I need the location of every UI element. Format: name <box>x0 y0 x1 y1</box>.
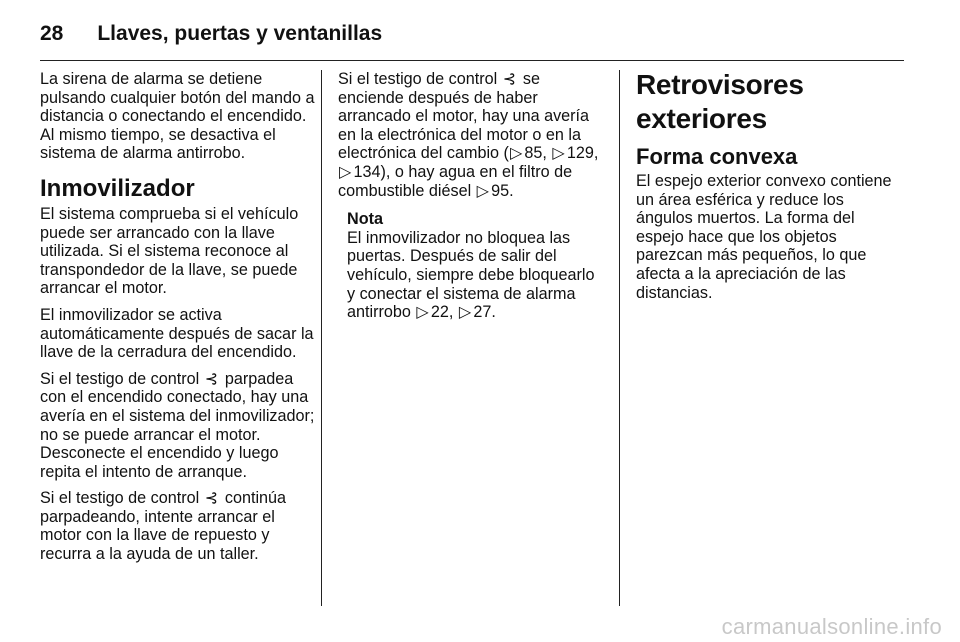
page-reference-icon: ▷ <box>552 144 565 163</box>
header-divider <box>40 60 904 61</box>
page-number: 28 <box>40 22 64 45</box>
chapter-title: Llaves, puertas y ventanillas <box>97 22 383 45</box>
page-reference-icon: ▷ <box>476 181 490 200</box>
immobilizer-warning-icon: ⊰ <box>204 489 219 508</box>
column-3 <box>636 70 904 310</box>
note-text: El inmovilizador no bloquea las puertas. Después de salir del vehículo, siempre debe bloquearlo y conectar el sistema de alarma antirrobo ▷ 22, ▷ 27. <box>347 228 595 322</box>
page-reference-link[interactable]: 22 <box>430 303 449 322</box>
column-divider-right <box>619 70 620 606</box>
page-reference-icon: ▷ <box>509 144 523 163</box>
column-2 <box>338 70 606 322</box>
page-reference-icon: ▷ <box>458 303 472 322</box>
page-reference-link[interactable]: 95 <box>491 181 510 200</box>
immobilizer-paragraph-3: Si el testigo de control ⊰ parpadea con el encendido conectado, hay una avería en el sistema del inmovilizador; no se puede arrancar el motor. Desconecte el encendido y luego repita el intento de arranque. <box>40 369 315 481</box>
page-reference-icon: ▷ <box>416 303 429 322</box>
page-reference-link[interactable]: 129 <box>566 144 594 163</box>
note-box <box>338 210 606 322</box>
page-header <box>40 14 382 54</box>
immobilizer-warning-icon: ⊰ <box>204 369 219 388</box>
column-1 <box>40 70 316 572</box>
column-divider-left <box>321 70 322 606</box>
immobilizer-warning-icon: ⊰ <box>502 70 517 88</box>
page-reference-icon: ▷ <box>339 162 352 181</box>
immobilizer-paragraph-2: El inmovilizador se activa automáticamente después de sacar la llave de la cerradura del encendido. <box>40 305 314 362</box>
section-heading-immobilizer: Inmovilizador <box>40 174 195 202</box>
alarm-paragraph: La sirena de alarma se detiene pulsando cualquier botón del mando a distancia o conectando el encendido. Al mismo tiempo, se desactiva el sistema de alarma antirrobo. <box>40 70 315 163</box>
immobilizer-paragraph-1: El sistema comprueba si el vehículo puede ser arrancado con la llave utilizada. Si el sistema reconoce al transpondedor de la llave, se puede arrancar el motor. <box>40 204 299 298</box>
convex-mirror-paragraph: El espejo exterior convexo contiene un área esférica y reduce los ángulos muertos. La forma del espejo hace que los objetos parezcan más pequeños, lo que afecta a la apreciación de las distancias. <box>636 172 892 302</box>
control-light-paragraph: Si el testigo de control ⊰ se enciende después de haber arrancado el motor, hay una avería en la electrónica del motor o en la electrónica del cambio (▷ 85, ▷ 129, ▷ 134), o hay agua en el filtro de combustible diésel ▷ 95. <box>338 70 599 200</box>
page-reference-link[interactable]: 134 <box>353 162 381 181</box>
subsection-heading-convex: Forma convexa <box>636 144 798 169</box>
page-reference-link[interactable]: 85 <box>524 144 543 163</box>
immobilizer-paragraph-4: Si el testigo de control ⊰ continúa parpadeando, intente arrancar el motor con la llave de repuesto y recurra a la ayuda de un taller. <box>40 489 287 564</box>
watermark: carmanualsonline.info <box>721 614 942 639</box>
section-heading-mirrors: Retrovisores exteriores <box>636 69 804 134</box>
page-reference-link[interactable]: 27 <box>473 303 492 322</box>
note-title: Nota <box>347 210 383 229</box>
